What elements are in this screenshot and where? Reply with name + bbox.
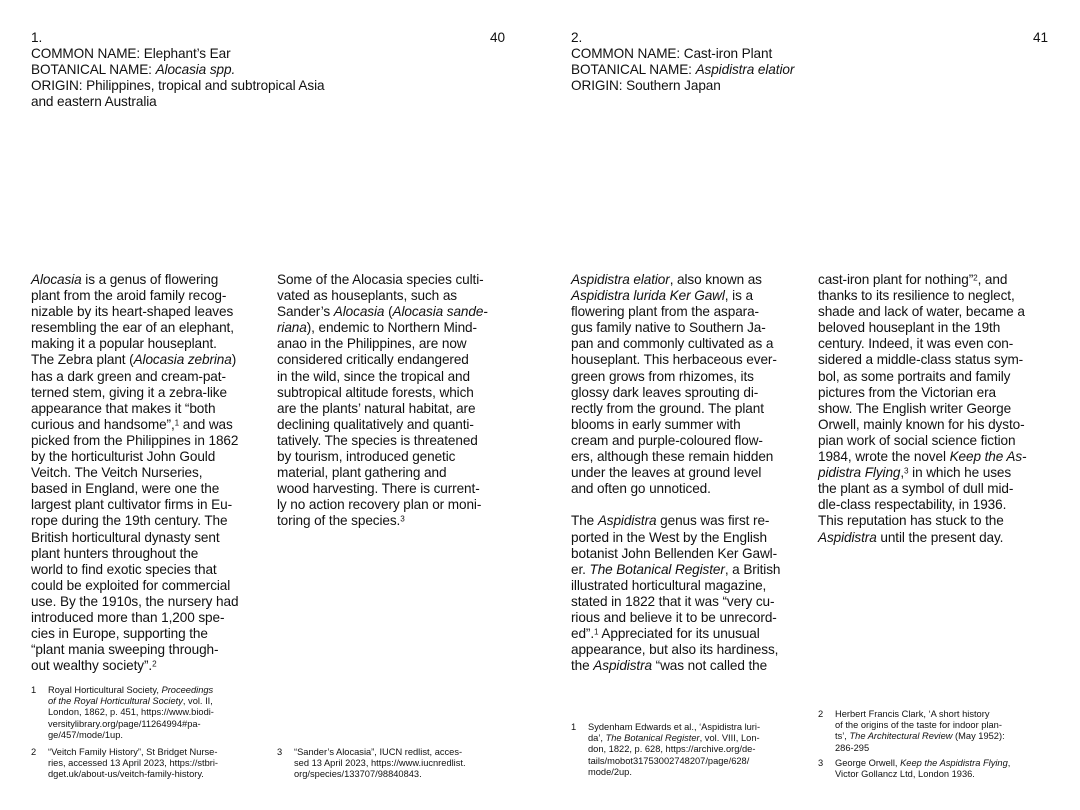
footnote-ref: 1 (594, 627, 599, 637)
footnote-ref: 3 (904, 466, 909, 476)
left-page-column-1: Alocasia is a genus of flowering plant from the aroid family recog- nizable by its heart-shaped leaves resembling the ear of an elephant, making it a popular houseplant. The Zebra plant (Alocasia zebrina) has a dark green and cream-pat- terned stem, giving it a zebra-like appearance that makes it “both curious and handsome”,$^1$ and was picked from the Philippines in 1862 by the horticulturist John Gould Veitch. The Veitch Nurseries, based in England, were one the largest plant cultivator firms in Eu- rope during the 19th century. The British horticultural dynasty sent plant hunters throughout the world to find exotic species that could be exploited for commercial use. By the 1910s, the nursery had introduced more than 1,200 spe- cies in Europe, supporting the “plant mania sweeping through- out wealthy society”.$^2$ (31, 272, 239, 674)
plant-index: 1. (31, 30, 43, 45)
botanical-name-line: BOTANICAL NAME: Aspidistra elatior (571, 62, 795, 77)
botanical-name-line: BOTANICAL NAME: Alocasia spp. (31, 62, 236, 77)
right-page-column-2: cast-iron plant for nothing”$^2$, and thanks to its resilience to neglect, shade and lack of water, became a beloved houseplant in the 19th century. Indeed, it was even con- sidered a middle-class status sym- bol, as some portraits and family pictures from the Victorian era show. The English writer George Orwell, mainly known for his dysto- pian work of social science fiction 1984, wrote the novel Keep the As- pidistra Flying,$^3$ in which he uses the plant as a symbol of dull mid- dle-class respectability, in 1936. This reputation has stuck to the Aspidistra until the present day. (818, 272, 1027, 545)
footnote-ref: 3 (400, 514, 405, 524)
footnote-1-left: 1 Royal Horticultural Society, Proceedings of the Royal Horticultural Society, vol. II, London, 1862, p. 451, https://www.biodi- versitylibrary.org/page/11264994#pa- ge/457/mode/1up. (31, 685, 214, 740)
right-page-header (571, 30, 794, 94)
page-number-right: 41 (1033, 30, 1049, 45)
left-page-header (31, 30, 324, 110)
footnote-1-right: 1 Sydenham Edwards et al., ‘Aspidistra luri- da’, The Botanical Register, vol. VIII, Lon- don, 1822, p. 628, https://archive.org/de- tails/mobot31753002748207/page/628/ mode/2up. (571, 722, 761, 777)
footnote-2-left: 2 “Veitch Family History”, St Bridget Nurse- ries, accessed 13 April 2023, https://stbri- dget.uk/about-us/veitch-family-history. (31, 747, 219, 780)
paragraph-gap (571, 497, 780, 513)
origin-line: ORIGIN: Philippines, tropical and subtropical Asia (31, 78, 325, 93)
plant-index: 2. (571, 30, 583, 45)
footnote-2-right: 2 Herbert Francis Clark, ‘A short history of the origins of the taste for indoor plan- ts’, The Architectural Review (May 1952): 286-295 (818, 709, 1005, 753)
origin-line: ORIGIN: Southern Japan (571, 78, 721, 93)
left-page-column-2: Some of the Alocasia species culti- vated as houseplants, such as Sander’s Alocasia (Alocasia sande- riana), endemic to Northern Mind- anao in the Philippines, are now considered critically endangered in the wild, since the tropical and subtropical altitude forests, which are the plants’ natural habitat, are declining qualitatively and quanti- tatively. The species is threatened by tourism, introduced genetic material, plant gathering and wood harvesting. There is current- ly no action recovery plan or moni- toring of the species.$^3$ (277, 272, 488, 529)
common-name-line: COMMON NAME: Elephant’s Ear (31, 46, 231, 61)
footnote-3-right: 3 George Orwell, Keep the Aspidistra Flying, Victor Gollancz Ltd, London 1936. (818, 758, 1011, 780)
footnote-ref: 2 (973, 273, 978, 283)
right-page-column-1: Aspidistra elatior, also known as Aspidistra lurida Ker Gawl, is a flowering plant from the aspara- gus family native to Southern Ja- pan and commonly cultivated as a houseplant. This herbaceous ever- green grows from rhizomes, its glossy dark leaves sprouting di- rectly from the ground. The plant blooms in early summer with cream and purple-coloured flow- ers, although these remain hidden under the leaves at ground level and often go unnoticed. The Aspidistra genus was first re- ported in the West by the English botanist John Bellenden Ker Gawl- er. The Botanical Register, a British illustrated horticultural magazine, stated in 1822 that it was “very cu- rious and believe it to be unrecord- ed”.$^1$ Appreciated for its unusual appearance, but also its hardiness, the Aspidistra “was not called the (571, 272, 781, 674)
origin-line-continued: and eastern Australia (31, 94, 157, 109)
footnote-ref: 2 (152, 659, 157, 669)
common-name-line: COMMON NAME: Cast-iron Plant (571, 46, 773, 61)
footnote-ref: 1 (174, 418, 180, 428)
page-number-left: 40 (490, 30, 506, 45)
footnote-3-left: 3 “Sander’s Alocasia”, IUCN redlist, acces- sed 13 April 2023, https://www.iucnredlist. org/species/133707/98840843. (277, 747, 466, 780)
